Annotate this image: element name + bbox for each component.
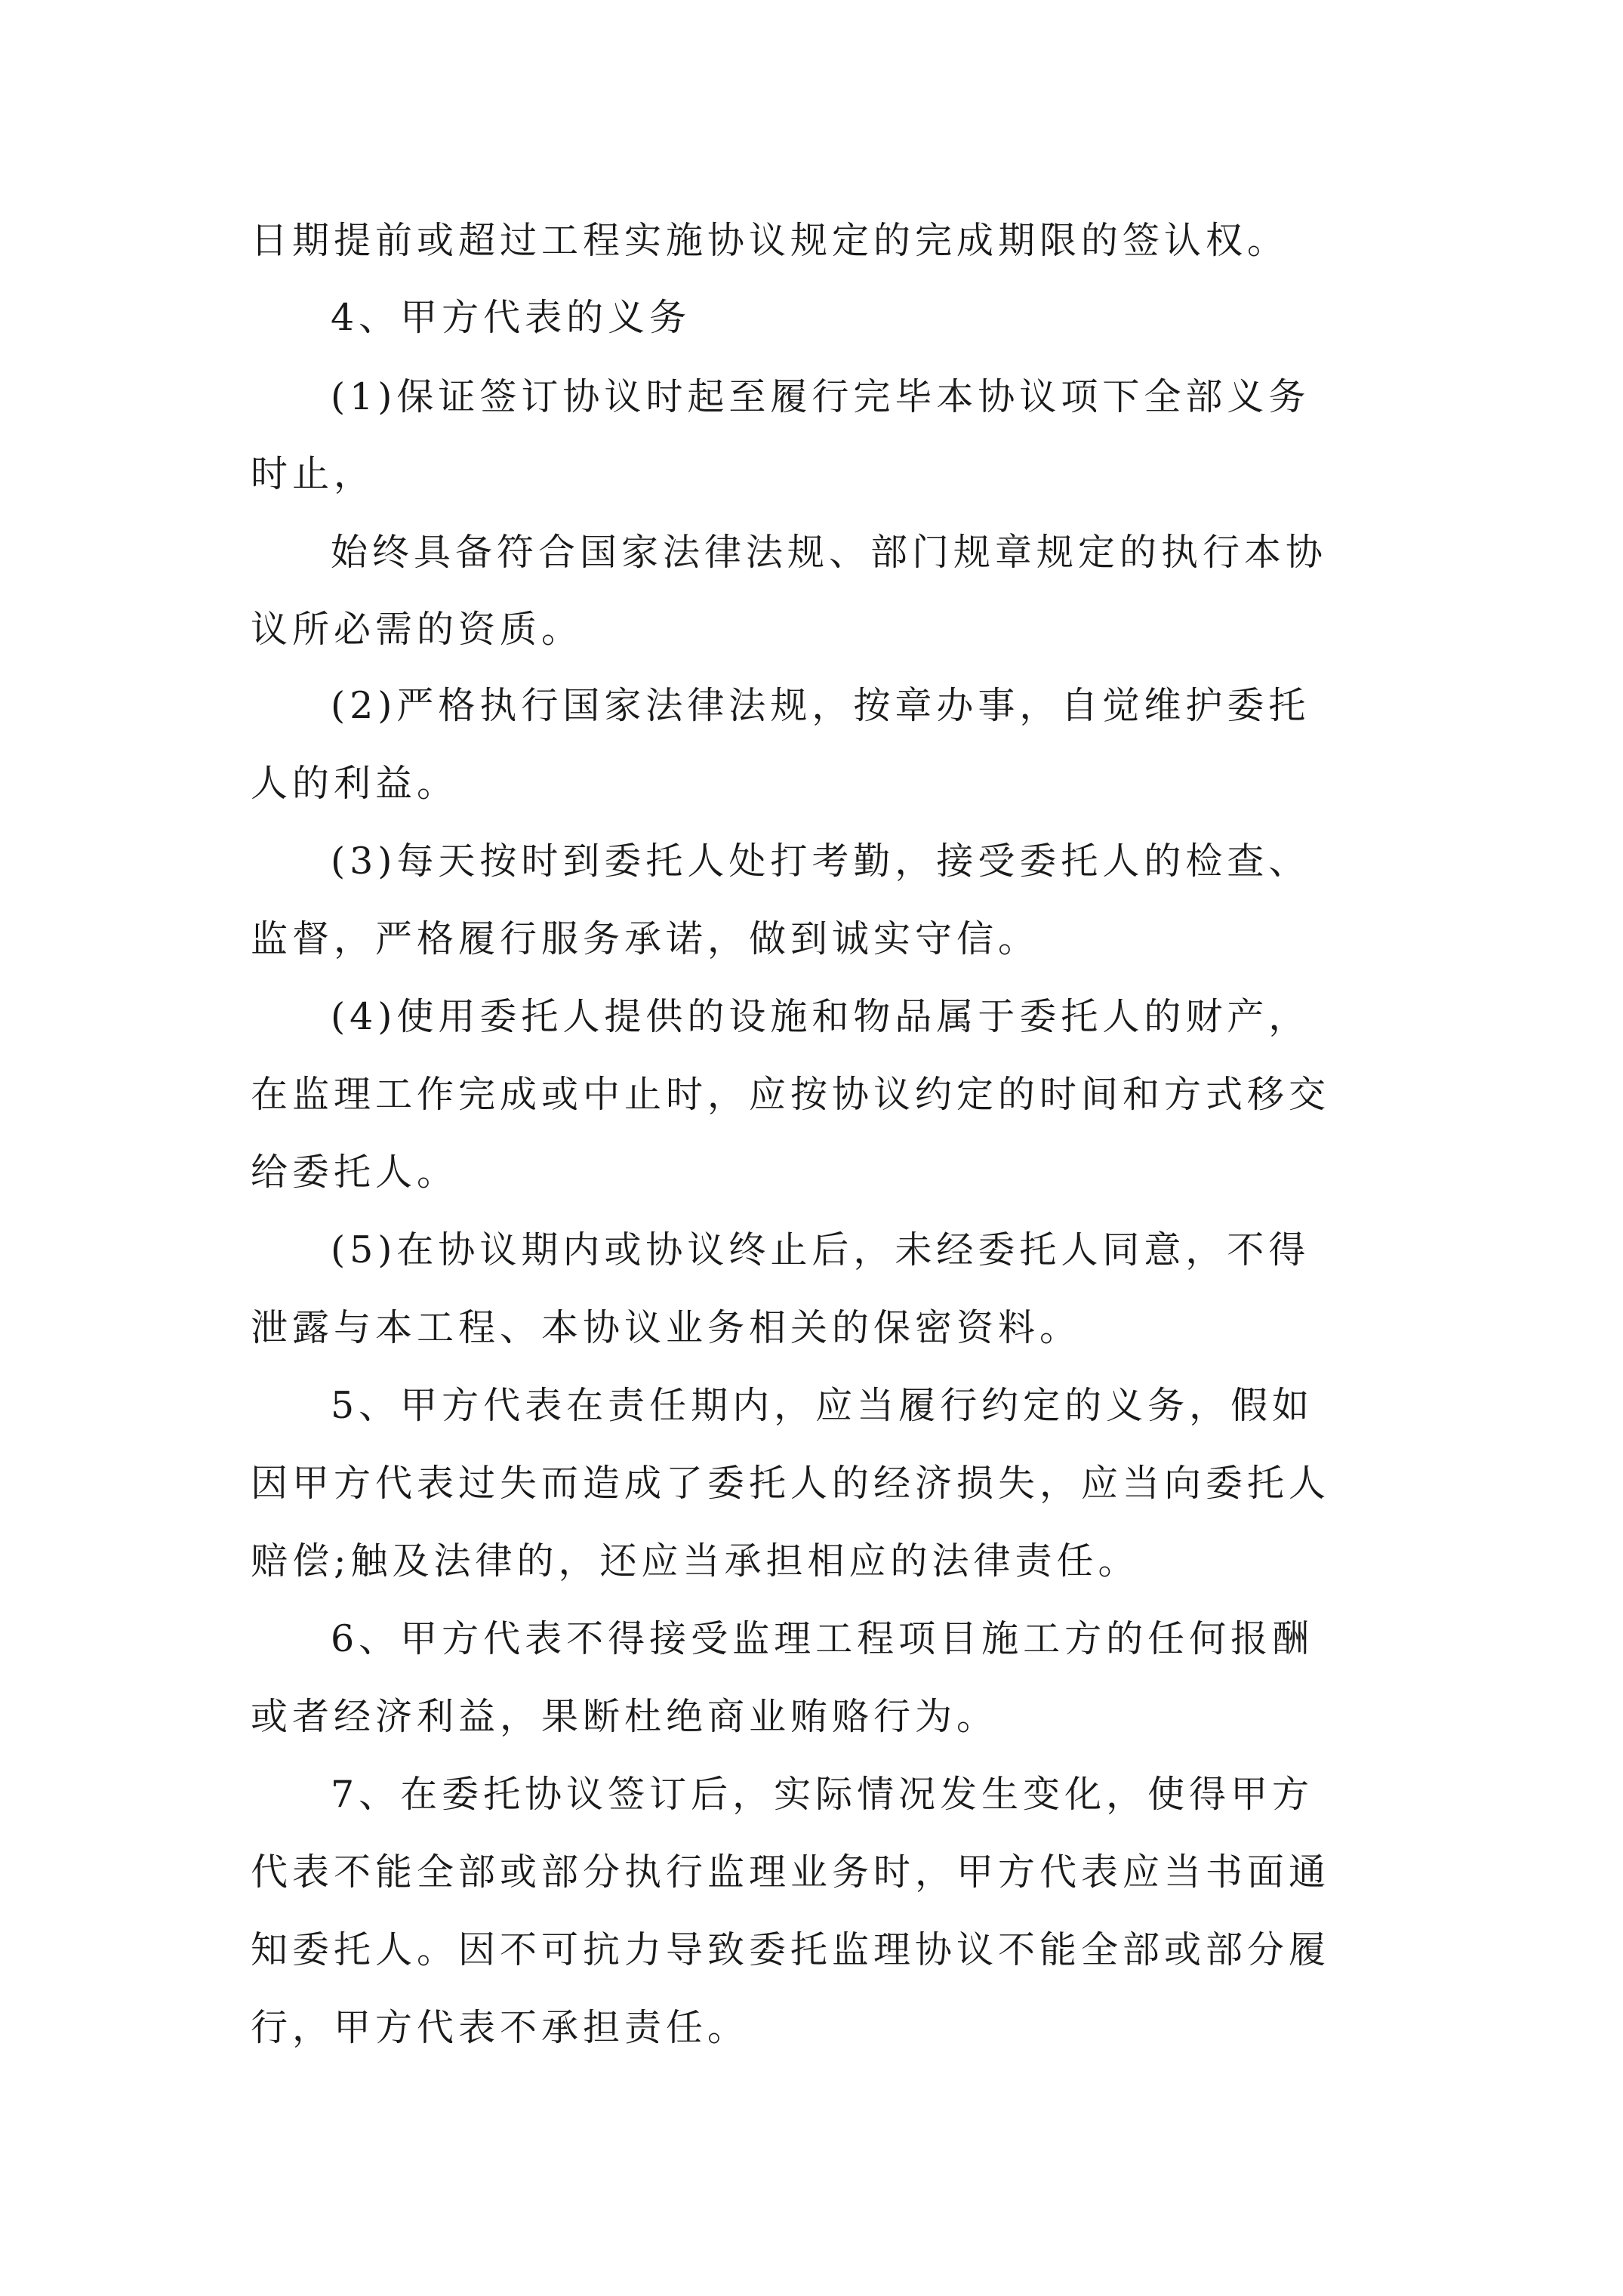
text-line: 人的利益。 [251, 762, 459, 805]
text-line: 7、在委托协议签订后，实际情况发生变化，使得甲方 [331, 1773, 1314, 1816]
text-line: 泄露与本工程、本协议业务相关的保密资料。 [251, 1306, 1082, 1349]
text-line: 5、甲方代表在责任期内，应当履行约定的义务，假如 [331, 1384, 1314, 1427]
text-line: 赔偿;触及法律的，还应当承担相应的法律责任。 [251, 1539, 1140, 1583]
text-line: (3)每天按时到委托人处打考勤，接受委托人的检查、 [331, 840, 1310, 883]
text-line: (1)保证签订协议时起至履行完毕本协议项下全部义务 [331, 375, 1310, 418]
text-line: 给委托人。 [251, 1151, 459, 1194]
text-line: (2)严格执行国家法律法规，按章办事，自觉维护委托 [331, 684, 1310, 727]
text-line: 6、甲方代表不得接受监理工程项目施工方的任何报酬 [331, 1617, 1314, 1660]
text-line: 议所必需的资质。 [251, 608, 584, 651]
text-line: (4)使用委托人提供的设施和物品属于委托人的财产， [331, 995, 1310, 1038]
text-line: 在监理工作完成或中止时，应按协议约定的时间和方式移交 [251, 1073, 1331, 1116]
text-line: 或者经济利益，果断杜绝商业贿赂行为。 [251, 1695, 999, 1738]
text-line: 因甲方代表过失而造成了委托人的经济损失，应当向委托人 [251, 1462, 1331, 1505]
text-line: 代表不能全部或部分执行监理业务时，甲方代表应当书面通 [251, 1851, 1331, 1894]
section-heading: 4、甲方代表的义务 [331, 296, 691, 339]
text-line: 时止， [251, 452, 376, 495]
text-line: 监督，严格履行服务承诺，做到诚实守信。 [251, 917, 1040, 960]
text-line: (5)在协议期内或协议终止后，未经委托人同意，不得 [331, 1228, 1310, 1271]
text-line: 知委托人。因不可抗力导致委托监理协议不能全部或部分履 [251, 1928, 1331, 1971]
text-line: 日期提前或超过工程实施协议规定的完成期限的签认权。 [251, 219, 1289, 262]
text-line: 始终具备符合国家法律法规、部门规章规定的执行本协 [331, 531, 1328, 574]
text-line: 行，甲方代表不承担责任。 [251, 2006, 750, 2049]
